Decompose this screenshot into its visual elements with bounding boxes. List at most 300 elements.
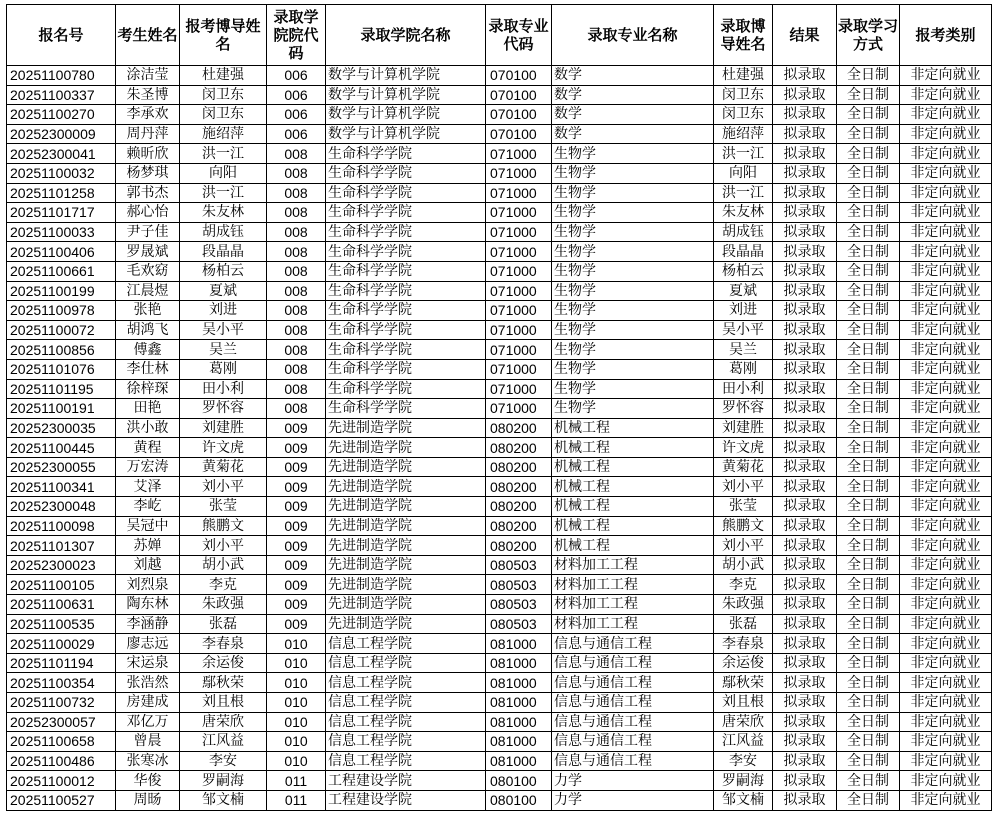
major-name-cell: 材料加工工程 — [552, 614, 714, 634]
student-name-cell: 郝心怡 — [116, 203, 180, 223]
result-cell: 拟录取 — [773, 359, 837, 379]
applied-supervisor-cell: 邹文楠 — [180, 790, 267, 810]
application-id-cell: 20251100072 — [7, 320, 116, 340]
admitted-supervisor-cell: 黄菊花 — [714, 457, 773, 477]
study-mode-cell: 全日制 — [837, 516, 900, 536]
category-cell: 非定向就业 — [900, 771, 992, 791]
major-name-cell: 机械工程 — [552, 438, 714, 458]
application-id-cell: 20251101258 — [7, 183, 116, 203]
result-cell: 拟录取 — [773, 712, 837, 732]
major-code-cell: 080200 — [486, 536, 552, 556]
major-name-cell: 生物学 — [552, 320, 714, 340]
application-id-cell: 20252300009 — [7, 124, 116, 144]
study-mode-cell: 全日制 — [837, 203, 900, 223]
student-name-cell: 赖昕欣 — [116, 144, 180, 164]
major-code-cell: 080200 — [486, 516, 552, 536]
header-row — [7, 5, 992, 66]
category-cell: 非定向就业 — [900, 66, 992, 86]
school-name-cell: 信息工程学院 — [326, 653, 486, 673]
school-code-cell: 009 — [267, 516, 326, 536]
study-mode-cell: 全日制 — [837, 457, 900, 477]
study-mode-cell: 全日制 — [837, 281, 900, 301]
school-name-cell: 生命科学学院 — [326, 340, 486, 360]
major-name-cell: 生物学 — [552, 183, 714, 203]
major-name-cell: 生物学 — [552, 203, 714, 223]
school-code-cell: 008 — [267, 144, 326, 164]
table-row — [7, 359, 992, 379]
application-id-cell: 20251101194 — [7, 653, 116, 673]
table-row — [7, 163, 992, 183]
result-cell: 拟录取 — [773, 634, 837, 654]
major-code-cell: 080100 — [486, 790, 552, 810]
applied-supervisor-cell: 葛刚 — [180, 359, 267, 379]
header-school-name: 录取学院名称 — [326, 5, 486, 66]
table-row — [7, 340, 992, 360]
major-name-cell: 生物学 — [552, 281, 714, 301]
school-code-cell: 008 — [267, 379, 326, 399]
applied-supervisor-cell: 施绍萍 — [180, 124, 267, 144]
school-code-cell: 010 — [267, 751, 326, 771]
major-name-cell: 机械工程 — [552, 497, 714, 517]
application-id-cell: 20251100033 — [7, 222, 116, 242]
student-name-cell: 毛欢窈 — [116, 261, 180, 281]
applied-supervisor-cell: 鄢秋荣 — [180, 673, 267, 693]
school-name-cell: 生命科学学院 — [326, 183, 486, 203]
study-mode-cell: 全日制 — [837, 418, 900, 438]
school-name-cell: 先进制造学院 — [326, 614, 486, 634]
application-id-cell: 20251100978 — [7, 301, 116, 321]
application-id-cell: 20252300057 — [7, 712, 116, 732]
major-name-cell: 信息与通信工程 — [552, 673, 714, 693]
student-name-cell: 李涵静 — [116, 614, 180, 634]
major-code-cell: 080503 — [486, 614, 552, 634]
school-name-cell: 先进制造学院 — [326, 497, 486, 517]
applied-supervisor-cell: 熊鹏文 — [180, 516, 267, 536]
result-cell: 拟录取 — [773, 340, 837, 360]
school-code-cell: 008 — [267, 359, 326, 379]
major-name-cell: 机械工程 — [552, 457, 714, 477]
major-code-cell: 071000 — [486, 379, 552, 399]
school-code-cell: 006 — [267, 85, 326, 105]
student-name-cell: 洪小敢 — [116, 418, 180, 438]
applied-supervisor-cell: 刘进 — [180, 301, 267, 321]
major-code-cell: 070100 — [486, 124, 552, 144]
category-cell: 非定向就业 — [900, 124, 992, 144]
table-row — [7, 555, 992, 575]
major-code-cell: 080503 — [486, 575, 552, 595]
admitted-supervisor-cell: 向阳 — [714, 163, 773, 183]
admitted-supervisor-cell: 吴兰 — [714, 340, 773, 360]
table-row — [7, 732, 992, 752]
admitted-supervisor-cell: 罗怀容 — [714, 399, 773, 419]
category-cell: 非定向就业 — [900, 634, 992, 654]
school-name-cell: 先进制造学院 — [326, 438, 486, 458]
applied-supervisor-cell: 洪一江 — [180, 183, 267, 203]
study-mode-cell: 全日制 — [837, 693, 900, 713]
study-mode-cell: 全日制 — [837, 222, 900, 242]
major-name-cell: 力学 — [552, 790, 714, 810]
student-name-cell: 张寒冰 — [116, 751, 180, 771]
admitted-supervisor-cell: 朱政强 — [714, 595, 773, 615]
school-name-cell: 信息工程学院 — [326, 693, 486, 713]
category-cell: 非定向就业 — [900, 497, 992, 517]
major-code-cell: 080200 — [486, 457, 552, 477]
major-code-cell: 071000 — [486, 399, 552, 419]
header-study-mode: 录取学习方式 — [837, 5, 900, 66]
major-code-cell: 081000 — [486, 653, 552, 673]
application-id-cell: 20251100527 — [7, 790, 116, 810]
applied-supervisor-cell: 黄菊花 — [180, 457, 267, 477]
application-id-cell: 20252300041 — [7, 144, 116, 164]
table-row — [7, 183, 992, 203]
school-code-cell: 008 — [267, 320, 326, 340]
school-code-cell: 009 — [267, 497, 326, 517]
category-cell: 非定向就业 — [900, 183, 992, 203]
study-mode-cell: 全日制 — [837, 340, 900, 360]
school-name-cell: 数学与计算机学院 — [326, 66, 486, 86]
school-code-cell: 008 — [267, 242, 326, 262]
table-row — [7, 634, 992, 654]
study-mode-cell: 全日制 — [837, 144, 900, 164]
major-code-cell: 070100 — [486, 105, 552, 125]
major-name-cell: 机械工程 — [552, 477, 714, 497]
header-student-name: 考生姓名 — [116, 5, 180, 66]
student-name-cell: 周丹萍 — [116, 124, 180, 144]
school-code-cell: 009 — [267, 438, 326, 458]
result-cell: 拟录取 — [773, 399, 837, 419]
application-id-cell: 20251100661 — [7, 261, 116, 281]
major-name-cell: 生物学 — [552, 399, 714, 419]
study-mode-cell: 全日制 — [837, 536, 900, 556]
category-cell: 非定向就业 — [900, 653, 992, 673]
category-cell: 非定向就业 — [900, 85, 992, 105]
admitted-supervisor-cell: 刘建胜 — [714, 418, 773, 438]
school-name-cell: 先进制造学院 — [326, 477, 486, 497]
result-cell: 拟录取 — [773, 66, 837, 86]
admitted-supervisor-cell: 刘小平 — [714, 536, 773, 556]
result-cell: 拟录取 — [773, 301, 837, 321]
school-name-cell: 工程建设学院 — [326, 790, 486, 810]
study-mode-cell: 全日制 — [837, 497, 900, 517]
student-name-cell: 刘烈泉 — [116, 575, 180, 595]
category-cell: 非定向就业 — [900, 614, 992, 634]
student-name-cell: 田艳 — [116, 399, 180, 419]
major-name-cell: 生物学 — [552, 163, 714, 183]
student-name-cell: 李仕林 — [116, 359, 180, 379]
major-name-cell: 数学 — [552, 85, 714, 105]
student-name-cell: 涂洁莹 — [116, 66, 180, 86]
table-body — [7, 66, 992, 811]
school-name-cell: 生命科学学院 — [326, 144, 486, 164]
study-mode-cell: 全日制 — [837, 634, 900, 654]
table-row — [7, 712, 992, 732]
student-name-cell: 江晨煜 — [116, 281, 180, 301]
study-mode-cell: 全日制 — [837, 555, 900, 575]
major-name-cell: 生物学 — [552, 261, 714, 281]
study-mode-cell: 全日制 — [837, 595, 900, 615]
admitted-supervisor-cell: 闵卫东 — [714, 105, 773, 125]
study-mode-cell: 全日制 — [837, 399, 900, 419]
category-cell: 非定向就业 — [900, 399, 992, 419]
category-cell: 非定向就业 — [900, 144, 992, 164]
student-name-cell: 胡鸿飞 — [116, 320, 180, 340]
school-code-cell: 010 — [267, 693, 326, 713]
school-name-cell: 先进制造学院 — [326, 418, 486, 438]
table-row — [7, 281, 992, 301]
school-code-cell: 009 — [267, 614, 326, 634]
category-cell: 非定向就业 — [900, 320, 992, 340]
result-cell: 拟录取 — [773, 242, 837, 262]
major-name-cell: 力学 — [552, 771, 714, 791]
major-name-cell: 信息与通信工程 — [552, 634, 714, 654]
category-cell: 非定向就业 — [900, 301, 992, 321]
category-cell: 非定向就业 — [900, 693, 992, 713]
admitted-supervisor-cell: 李春泉 — [714, 634, 773, 654]
student-name-cell: 徐梓琛 — [116, 379, 180, 399]
study-mode-cell: 全日制 — [837, 261, 900, 281]
table-row — [7, 124, 992, 144]
school-code-cell: 008 — [267, 222, 326, 242]
applied-supervisor-cell: 张莹 — [180, 497, 267, 517]
school-name-cell: 先进制造学院 — [326, 536, 486, 556]
category-cell: 非定向就业 — [900, 242, 992, 262]
school-code-cell: 010 — [267, 712, 326, 732]
school-code-cell: 009 — [267, 555, 326, 575]
category-cell: 非定向就业 — [900, 418, 992, 438]
major-name-cell: 信息与通信工程 — [552, 693, 714, 713]
category-cell: 非定向就业 — [900, 261, 992, 281]
study-mode-cell: 全日制 — [837, 242, 900, 262]
student-name-cell: 曾晨 — [116, 732, 180, 752]
school-name-cell: 数学与计算机学院 — [326, 85, 486, 105]
admitted-supervisor-cell: 段晶晶 — [714, 242, 773, 262]
admitted-supervisor-cell: 熊鹏文 — [714, 516, 773, 536]
major-code-cell: 071000 — [486, 242, 552, 262]
category-cell: 非定向就业 — [900, 575, 992, 595]
school-name-cell: 生命科学学院 — [326, 203, 486, 223]
result-cell: 拟录取 — [773, 693, 837, 713]
applied-supervisor-cell: 闵卫东 — [180, 105, 267, 125]
study-mode-cell: 全日制 — [837, 359, 900, 379]
applied-supervisor-cell: 李安 — [180, 751, 267, 771]
result-cell: 拟录取 — [773, 673, 837, 693]
study-mode-cell: 全日制 — [837, 732, 900, 752]
study-mode-cell: 全日制 — [837, 183, 900, 203]
category-cell: 非定向就业 — [900, 340, 992, 360]
student-name-cell: 刘越 — [116, 555, 180, 575]
major-code-cell: 071000 — [486, 281, 552, 301]
study-mode-cell: 全日制 — [837, 673, 900, 693]
admitted-supervisor-cell: 杜建强 — [714, 66, 773, 86]
study-mode-cell: 全日制 — [837, 614, 900, 634]
school-code-cell: 006 — [267, 105, 326, 125]
major-name-cell: 生物学 — [552, 222, 714, 242]
major-code-cell: 071000 — [486, 261, 552, 281]
table-row — [7, 653, 992, 673]
table-row — [7, 536, 992, 556]
school-name-cell: 生命科学学院 — [326, 163, 486, 183]
admitted-supervisor-cell: 葛刚 — [714, 359, 773, 379]
major-name-cell: 生物学 — [552, 242, 714, 262]
major-code-cell: 071000 — [486, 163, 552, 183]
header-category: 报考类别 — [900, 5, 992, 66]
applied-supervisor-cell: 杜建强 — [180, 66, 267, 86]
application-id-cell: 20252300055 — [7, 457, 116, 477]
table-row — [7, 477, 992, 497]
admitted-supervisor-cell: 许文虎 — [714, 438, 773, 458]
application-id-cell: 20251100406 — [7, 242, 116, 262]
major-name-cell: 生物学 — [552, 340, 714, 360]
admitted-supervisor-cell: 李安 — [714, 751, 773, 771]
school-code-cell: 008 — [267, 340, 326, 360]
category-cell: 非定向就业 — [900, 516, 992, 536]
major-name-cell: 机械工程 — [552, 536, 714, 556]
application-id-cell: 20251101195 — [7, 379, 116, 399]
header-school-code: 录取学院院代码 — [267, 5, 326, 66]
applied-supervisor-cell: 夏斌 — [180, 281, 267, 301]
category-cell: 非定向就业 — [900, 379, 992, 399]
admitted-supervisor-cell: 鄢秋荣 — [714, 673, 773, 693]
result-cell: 拟录取 — [773, 203, 837, 223]
result-cell: 拟录取 — [773, 575, 837, 595]
school-code-cell: 009 — [267, 457, 326, 477]
school-code-cell: 009 — [267, 575, 326, 595]
school-code-cell: 008 — [267, 281, 326, 301]
student-name-cell: 朱圣博 — [116, 85, 180, 105]
admitted-supervisor-cell: 吴小平 — [714, 320, 773, 340]
major-code-cell: 081000 — [486, 673, 552, 693]
school-code-cell: 011 — [267, 771, 326, 791]
table-row — [7, 85, 992, 105]
study-mode-cell: 全日制 — [837, 575, 900, 595]
major-name-cell: 信息与通信工程 — [552, 751, 714, 771]
school-name-cell: 先进制造学院 — [326, 457, 486, 477]
major-code-cell: 080200 — [486, 497, 552, 517]
admitted-supervisor-cell: 胡小武 — [714, 555, 773, 575]
result-cell: 拟录取 — [773, 85, 837, 105]
applied-supervisor-cell: 洪一江 — [180, 144, 267, 164]
application-id-cell: 20251100029 — [7, 634, 116, 654]
study-mode-cell: 全日制 — [837, 771, 900, 791]
admitted-supervisor-cell: 闵卫东 — [714, 85, 773, 105]
table-row — [7, 222, 992, 242]
student-name-cell: 华俊 — [116, 771, 180, 791]
major-code-cell: 080503 — [486, 595, 552, 615]
application-id-cell: 20251100105 — [7, 575, 116, 595]
study-mode-cell: 全日制 — [837, 653, 900, 673]
admitted-supervisor-cell: 田小利 — [714, 379, 773, 399]
header-result: 结果 — [773, 5, 837, 66]
school-code-cell: 011 — [267, 790, 326, 810]
applied-supervisor-cell: 罗嗣海 — [180, 771, 267, 791]
table-row — [7, 614, 992, 634]
admitted-supervisor-cell: 朱友林 — [714, 203, 773, 223]
admitted-supervisor-cell: 施绍萍 — [714, 124, 773, 144]
table-row — [7, 673, 992, 693]
application-id-cell: 20251100780 — [7, 66, 116, 86]
result-cell: 拟录取 — [773, 105, 837, 125]
major-name-cell: 数学 — [552, 105, 714, 125]
study-mode-cell: 全日制 — [837, 66, 900, 86]
category-cell: 非定向就业 — [900, 673, 992, 693]
result-cell: 拟录取 — [773, 732, 837, 752]
table-row — [7, 438, 992, 458]
major-name-cell: 生物学 — [552, 301, 714, 321]
school-name-cell: 信息工程学院 — [326, 712, 486, 732]
result-cell: 拟录取 — [773, 771, 837, 791]
result-cell: 拟录取 — [773, 379, 837, 399]
header-major-code: 录取专业代码 — [486, 5, 552, 66]
table-row — [7, 595, 992, 615]
category-cell: 非定向就业 — [900, 712, 992, 732]
admitted-supervisor-cell: 杨柏云 — [714, 261, 773, 281]
major-name-cell: 信息与通信工程 — [552, 712, 714, 732]
result-cell: 拟录取 — [773, 653, 837, 673]
major-code-cell: 071000 — [486, 301, 552, 321]
applied-supervisor-cell: 段晶晶 — [180, 242, 267, 262]
table-row — [7, 418, 992, 438]
applied-supervisor-cell: 向阳 — [180, 163, 267, 183]
major-code-cell: 071000 — [486, 183, 552, 203]
study-mode-cell: 全日制 — [837, 163, 900, 183]
school-name-cell: 工程建设学院 — [326, 771, 486, 791]
result-cell: 拟录取 — [773, 222, 837, 242]
school-name-cell: 生命科学学院 — [326, 359, 486, 379]
school-code-cell: 009 — [267, 595, 326, 615]
result-cell: 拟录取 — [773, 320, 837, 340]
study-mode-cell: 全日制 — [837, 124, 900, 144]
school-code-cell: 006 — [267, 66, 326, 86]
admitted-supervisor-cell: 夏斌 — [714, 281, 773, 301]
applied-supervisor-cell: 闵卫东 — [180, 85, 267, 105]
table-row — [7, 105, 992, 125]
table-row — [7, 457, 992, 477]
category-cell: 非定向就业 — [900, 457, 992, 477]
student-name-cell: 苏婵 — [116, 536, 180, 556]
study-mode-cell: 全日制 — [837, 301, 900, 321]
major-code-cell: 070100 — [486, 85, 552, 105]
admitted-supervisor-cell: 罗嗣海 — [714, 771, 773, 791]
table-row — [7, 301, 992, 321]
applied-supervisor-cell: 李春泉 — [180, 634, 267, 654]
admitted-supervisor-cell: 刘进 — [714, 301, 773, 321]
table-row — [7, 379, 992, 399]
table-row — [7, 144, 992, 164]
major-name-cell: 信息与通信工程 — [552, 653, 714, 673]
school-name-cell: 数学与计算机学院 — [326, 124, 486, 144]
table-row — [7, 790, 992, 810]
admission-list-table — [6, 4, 992, 811]
major-code-cell: 071000 — [486, 359, 552, 379]
student-name-cell: 艾泽 — [116, 477, 180, 497]
table-row — [7, 751, 992, 771]
major-code-cell: 080200 — [486, 477, 552, 497]
application-id-cell: 20251100337 — [7, 85, 116, 105]
school-name-cell: 生命科学学院 — [326, 399, 486, 419]
admitted-supervisor-cell: 李克 — [714, 575, 773, 595]
result-cell: 拟录取 — [773, 516, 837, 536]
application-id-cell: 20251101076 — [7, 359, 116, 379]
applied-supervisor-cell: 朱政强 — [180, 595, 267, 615]
school-code-cell: 010 — [267, 732, 326, 752]
header-admitted-supervisor: 录取博导姓名 — [714, 5, 773, 66]
student-name-cell: 张浩然 — [116, 673, 180, 693]
category-cell: 非定向就业 — [900, 105, 992, 125]
student-name-cell: 廖志远 — [116, 634, 180, 654]
major-code-cell: 071000 — [486, 203, 552, 223]
applied-supervisor-cell: 刘小平 — [180, 536, 267, 556]
major-name-cell: 数学 — [552, 124, 714, 144]
